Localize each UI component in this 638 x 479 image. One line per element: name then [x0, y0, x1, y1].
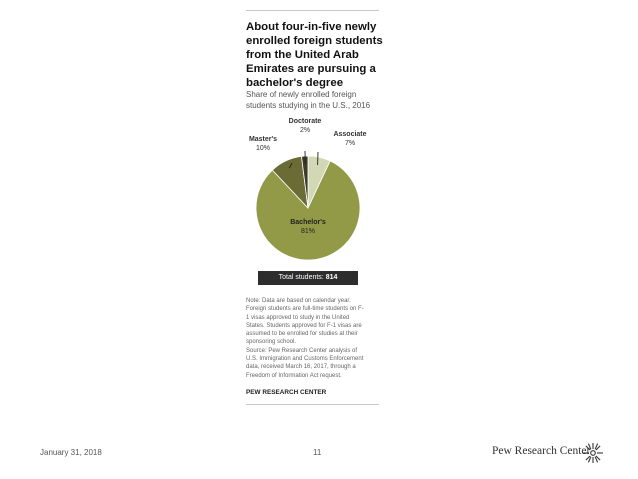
- note-line: assumed to be enrolled for studies at their: [246, 331, 358, 338]
- slice-name-masters: Master's: [248, 136, 278, 143]
- chart-subtitle: Share of newly enrolled foreign students studying in the U.S., 2016: [246, 90, 371, 110]
- total-label: Total students:: [278, 274, 326, 281]
- slice-name-associate: Associate: [333, 131, 367, 138]
- slice-name-doctorate: Doctorate: [288, 118, 322, 125]
- note-line: Freedom of Information Act request.: [246, 372, 342, 379]
- slice-value-associate: 7%: [344, 140, 356, 147]
- slice-value-doctorate: 2%: [299, 127, 311, 134]
- note-line: Foreign students are full-time students on F-: [246, 306, 364, 313]
- total-value: 814: [325, 274, 338, 281]
- slice-name-bachelors: Bachelor's: [290, 219, 326, 226]
- note-line: sponsoring school.: [246, 339, 297, 346]
- slice-value-masters: 10%: [255, 145, 271, 152]
- footer-date: January 31, 2018: [40, 448, 102, 457]
- footer-brand: Pew Research Center: [492, 445, 591, 457]
- note-line: Note: Data are based on calendar year.: [246, 298, 351, 304]
- page-number: 11: [313, 448, 322, 457]
- source-note: [246, 297, 380, 380]
- source-brand: PEW RESEARCH CENTER: [246, 389, 327, 396]
- chart-title: About four-in-five newly enrolled foreign students from the United Arab Emirates are pursuing a bachelor's degree: [246, 21, 383, 89]
- note-line: States. Students approved for F-1 visas are: [246, 322, 362, 329]
- note-line: 1 visas approved to study in the United: [246, 314, 350, 321]
- slice-value-bachelors: 81%: [300, 228, 316, 235]
- pew-logo-icon: [582, 442, 604, 464]
- note-line: data, received March 16, 2017, through a: [246, 364, 356, 371]
- total-students-box: [258, 271, 358, 285]
- note-line: Source: Pew Research Center analysis of: [246, 347, 358, 354]
- note-line: U.S. Immigration and Customs Enforcement: [246, 356, 364, 363]
- bottom-divider: [246, 404, 379, 405]
